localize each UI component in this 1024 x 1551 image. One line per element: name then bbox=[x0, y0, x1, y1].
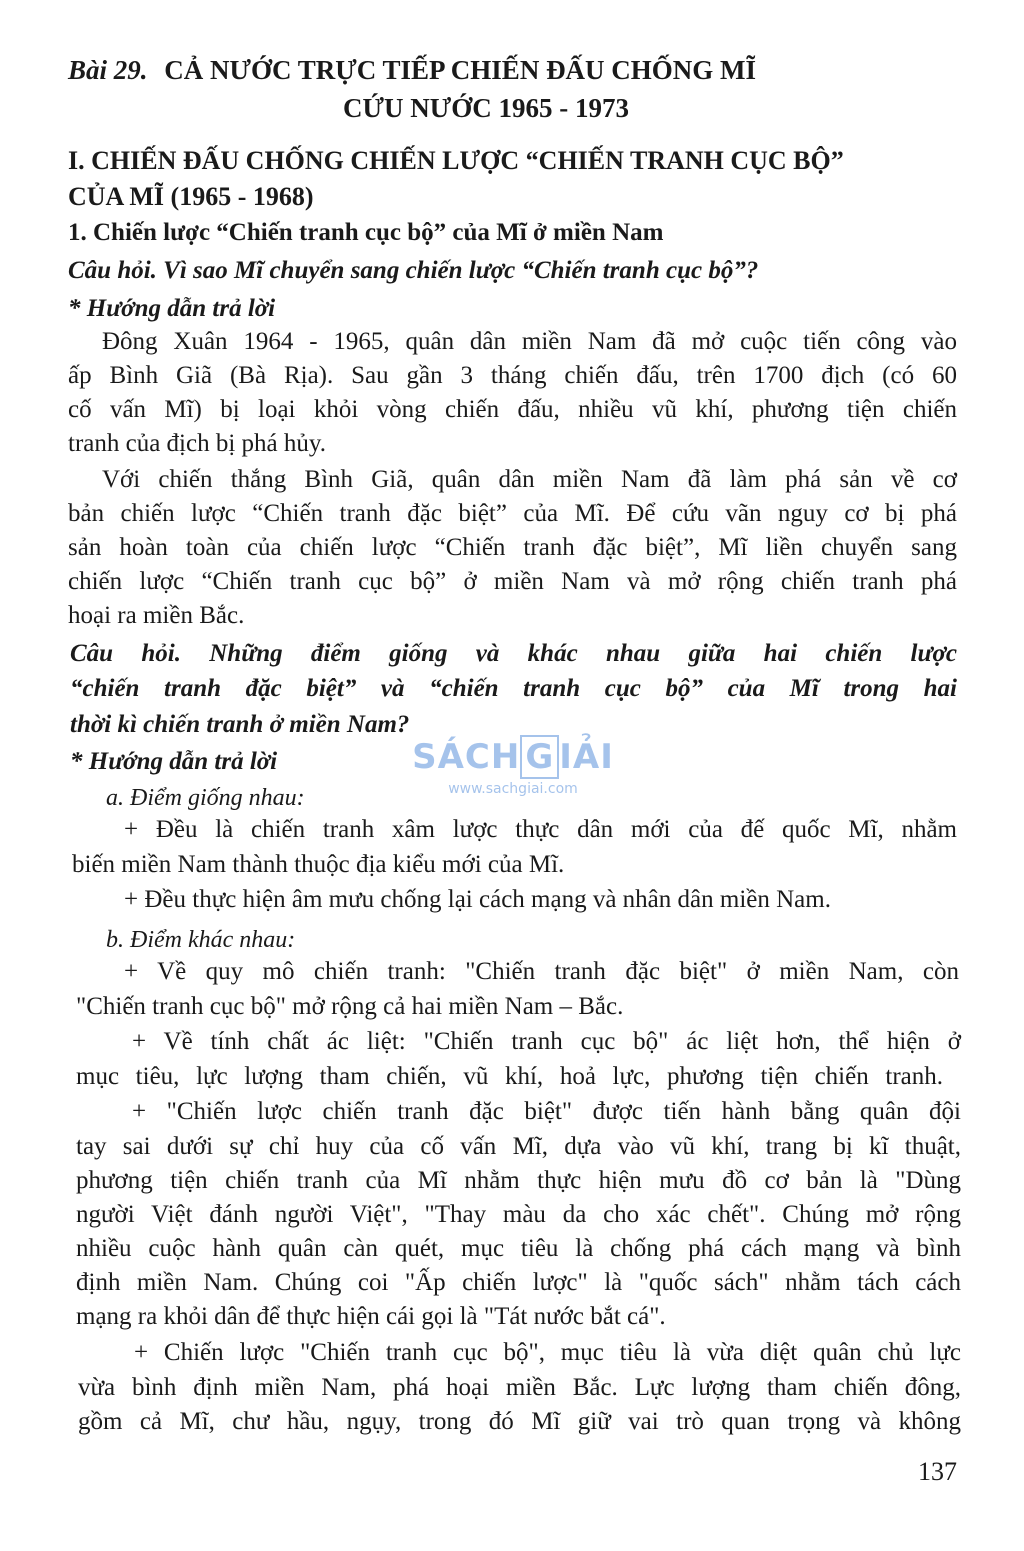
lesson-title-line1 bbox=[68, 54, 756, 86]
paragraph-line: sản hoàn toàn của chiến lược “Chiến tranh đặc biệt”, Mĩ liền chuyển sang bbox=[68, 534, 957, 561]
list-item-line: định miền Nam. Chúng coi "Ấp chiến lược" là "quốc sách" nhằm tách cách bbox=[76, 1269, 961, 1296]
question-2-line: “chiến tranh đặc biệt” và “chiến tranh cục bộ” của Mĩ trong hai bbox=[70, 675, 957, 702]
list-item-line: vừa bình định miền Nam, phá hoại miền Bắc. Lực lượng tham chiến đông, bbox=[78, 1374, 961, 1401]
list-item-line: + Đều thực hiện âm mưu chống lại cách mạng và nhân dân miền Nam. bbox=[124, 886, 831, 913]
paragraph-line: bản chiến lược “Chiến tranh đặc biệt” của Mĩ. Để cứu vãn nguy cơ bị phá bbox=[68, 500, 957, 527]
question-2-line: Câu hỏi. Những điểm giống và khác nhau giữa hai chiến lược bbox=[70, 640, 957, 667]
paragraph-line: hoại ra miền Bắc. bbox=[68, 602, 245, 629]
list-item-line: + Đều là chiến tranh xâm lược thực dân mới của đế quốc Mĩ, nhằm bbox=[124, 816, 957, 843]
paragraph-line: tranh của địch bị phá hủy. bbox=[68, 430, 327, 457]
question-2-line: thời kì chiến tranh ở miền Nam? bbox=[70, 711, 410, 738]
list-item-line: "Chiến tranh cục bộ" mở rộng cả hai miền Nam – Bắc. bbox=[76, 993, 624, 1020]
paragraph-line: cố vấn Mĩ) bị loại khỏi vòng chiến đấu, nhiều vũ khí, phương tiện chiến bbox=[68, 396, 957, 423]
list-item-line: gồm cả Mĩ, chư hầu, ngụy, trong đó Mĩ giữ vai trò quan trọng và không bbox=[78, 1408, 961, 1435]
page-number: 137 bbox=[918, 1457, 957, 1486]
answer-guide-label-2: * Hướng dẫn trả lời bbox=[70, 748, 278, 775]
list-item-line: phương tiện chiến tranh của Mĩ nhằm thực hiện mưu đồ cơ bản là "Dùng bbox=[76, 1167, 961, 1194]
paragraph-line: chiến lược “Chiến tranh cục bộ” ở miền Nam và mở rộng chiến tranh phá bbox=[68, 568, 957, 595]
lesson-number: Bài 29. bbox=[68, 55, 148, 85]
differences-label: b. Điểm khác nhau: bbox=[106, 927, 296, 953]
paragraph-line: Đông Xuân 1964 - 1965, quân dân miền Nam đã mở cuộc tiến công vào bbox=[102, 328, 957, 355]
similarities-label: a. Điểm giống nhau: bbox=[106, 785, 305, 811]
list-item-line: + "Chiến lược chiến tranh đặc biệt" được tiến hành bằng quân đội bbox=[132, 1098, 961, 1125]
paragraph-line: Với chiến thắng Bình Giã, quân dân miền Nam đã làm phá sản về cơ bbox=[102, 466, 957, 493]
section-heading-line1: I. CHIẾN ĐẤU CHỐNG CHIẾN LƯỢC “CHIẾN TRANH CỤC BỘ” bbox=[68, 146, 844, 175]
list-item-line: + Chiến lược "Chiến tranh cục bộ", mục tiêu là vừa diệt quân chủ lực bbox=[134, 1339, 961, 1366]
list-item-line: người Việt đánh người Việt", "Thay màu da cho xác chết". Chúng mở rộng bbox=[76, 1201, 961, 1228]
lesson-title-text: CẢ NƯỚC TRỰC TIẾP CHIẾN ĐẤU CHỐNG MĨ bbox=[164, 55, 757, 85]
list-item-line: mạng ra khỏi dân để thực hiện cái gọi là "Tát nước bắt cá". bbox=[76, 1303, 666, 1330]
list-item-line: biến miền Nam thành thuộc địa kiểu mới của Mĩ. bbox=[72, 851, 565, 878]
list-item-line: tay sai dưới sự chỉ huy của cố vấn Mĩ, dựa vào vũ khí, trang bị kĩ thuật, bbox=[76, 1133, 961, 1160]
watermark-logo: SÁCH G IẢI bbox=[412, 737, 614, 777]
question-1: Câu hỏi. Vì sao Mĩ chuyển sang chiến lược “Chiến tranh cục bộ”? bbox=[68, 257, 759, 284]
subsection-heading: 1. Chiến lược “Chiến tranh cục bộ” của Mĩ ở miền Nam bbox=[68, 219, 664, 246]
list-item-line: + Về tính chất ác liệt: "Chiến tranh cục bộ" ác liệt hơn, thể hiện ở bbox=[132, 1028, 961, 1055]
list-item-line: + Về quy mô chiến tranh: "Chiến tranh đặc biệt" ở miền Nam, còn bbox=[124, 958, 959, 985]
list-item-line: mục tiêu, lực lượng tham chiến, vũ khí, hoả lực, phương tiện chiến tranh. bbox=[76, 1063, 943, 1090]
section-heading-line2: CỦA MĨ (1965 - 1968) bbox=[68, 182, 314, 211]
watermark-url: www.sachgiai.com bbox=[448, 781, 578, 797]
watermark bbox=[410, 735, 616, 797]
list-item-line: nhiều cuộc hành quân càn quét, mục tiêu là chống phá cách mạng và bình bbox=[76, 1235, 961, 1262]
paragraph-line: ấp Bình Giã (Bà Rịa). Sau gần 3 tháng chiến đấu, trên 1700 địch (có 60 bbox=[68, 362, 957, 389]
lesson-title-line2: CỨU NƯỚC 1965 - 1973 bbox=[343, 93, 629, 123]
answer-guide-label-1: * Hướng dẫn trả lời bbox=[68, 295, 276, 322]
